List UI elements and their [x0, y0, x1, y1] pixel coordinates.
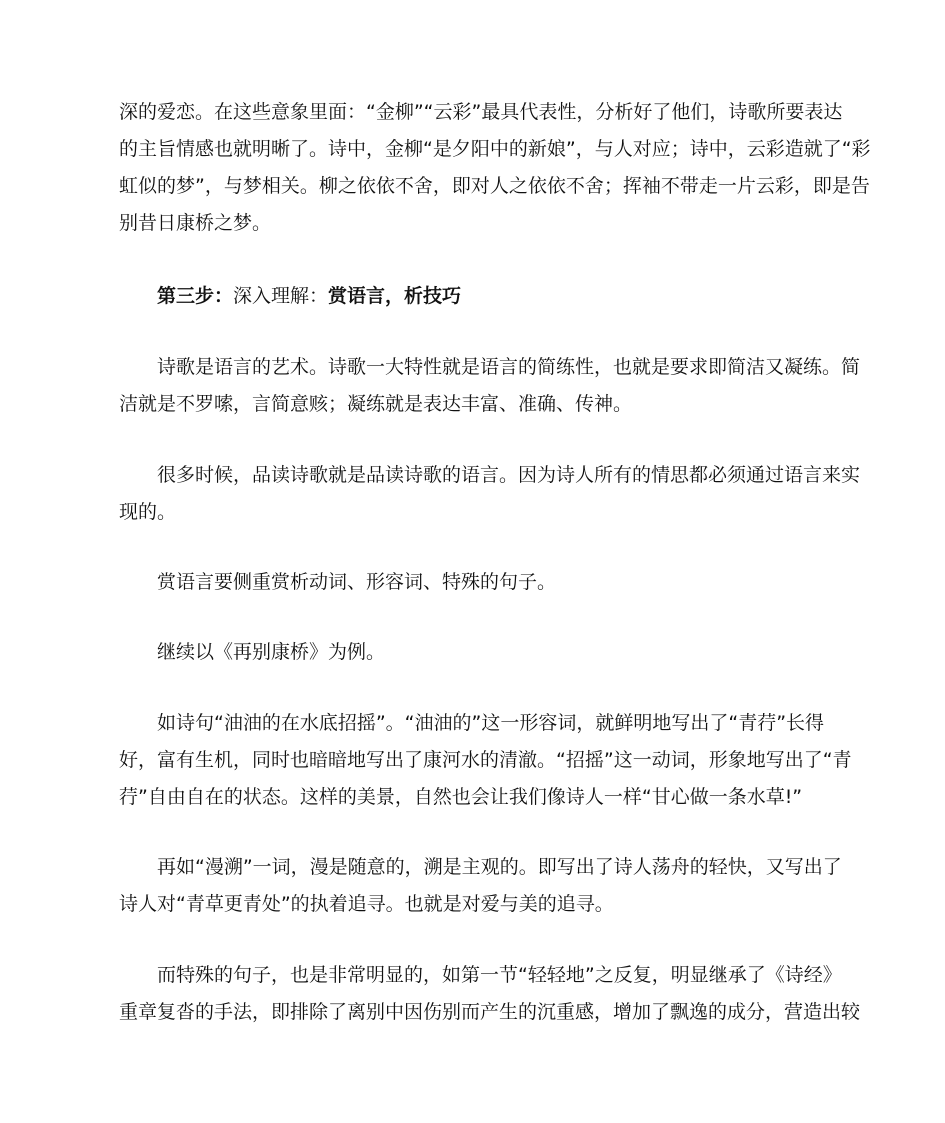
paragraph-line: 诗歌是语言的艺术。诗歌一大特性就是语言的简练性，也就是要求即简洁又凝练。简	[157, 356, 861, 378]
paragraph-line: 继续以《再别康桥》为例。	[157, 641, 386, 663]
paragraph-line: 再如“漫溯”一词，漫是随意的，溯是主观的。即写出了诗人荡舟的轻快，又写出了	[157, 856, 842, 878]
paragraph-line: 赏语言要侧重赏析动词、形容词、特殊的句子。	[157, 571, 557, 593]
paragraph-line: 诗人对“青草更青处”的执着追寻。也就是对爱与美的追寻。	[119, 893, 614, 915]
paragraph-line: 虹似的梦”，与梦相关。柳之依依不舍，即对人之依依不舍；挥袖不带走一片云彩，即是告	[119, 175, 870, 197]
paragraph-line: 重章复沓的手法，即排除了离别中因伤别而产生的沉重感，增加了飘逸的成分，营造出较	[119, 1001, 861, 1023]
heading-step: 第三步：	[157, 285, 234, 307]
paragraph-line: 深的爱恋。在这些意象里面：“金柳”“云彩”最具代表性，分析好了他们，诗歌所要表达	[119, 101, 843, 123]
paragraph-line: 好，富有生机，同时也暗暗地写出了康河水的清澈。“招摇”这一动词，形象地写出了“青	[119, 749, 852, 771]
paragraph-line: 的主旨情感也就明晰了。诗中，金柳“是夕阳中的新娘”，与人对应；诗中，云彩造就了“彩	[119, 138, 871, 160]
paragraph-line: 别昔日康桥之梦。	[119, 212, 272, 234]
section-heading	[157, 283, 461, 309]
paragraph-line: 很多时候，品读诗歌就是品读诗歌的语言。因为诗人所有的情思都必须通过语言来实	[157, 464, 861, 486]
paragraph-line: 现的。	[119, 501, 177, 523]
paragraph-line: 而特殊的句子，也是非常明显的，如第一节“轻轻地”之反复，明显继承了《诗经》	[157, 964, 842, 986]
heading-title: 赏语言，析技巧	[328, 285, 462, 307]
heading-middle: 深入理解：	[233, 285, 329, 307]
paragraph-line: 洁就是不罗嗦，言简意赅；凝练就是表达丰富、准确、传神。	[119, 393, 633, 415]
paragraph-line: 如诗句“油油的在水底招摇”。“油油的”这一形容词，就鲜明地写出了“青荇”长得	[157, 712, 825, 734]
paragraph-line: 荇”自由自在的状态。这样的美景，自然也会让我们像诗人一样“甘心做一条水草!”	[119, 786, 803, 808]
